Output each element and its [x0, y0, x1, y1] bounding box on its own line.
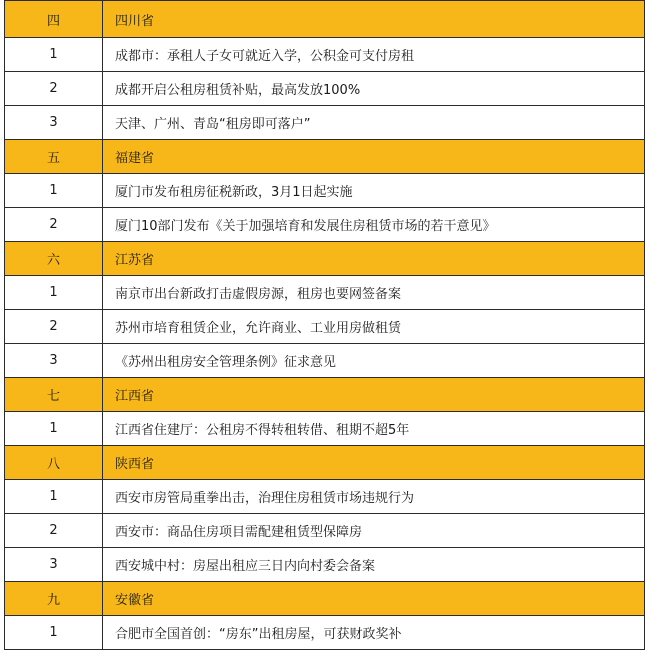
policy-text: 《苏州出租房安全管理条例》征求意见 [103, 344, 645, 378]
item-number: 2 [5, 208, 103, 242]
policy-text: 西安市房管局重拳出击，治理住房租赁市场违规行为 [103, 480, 645, 514]
section-number: 五 [5, 140, 103, 174]
item-number: 3 [5, 106, 103, 140]
section-number: 八 [5, 446, 103, 480]
policy-text: 厦门市发布租房征税新政，3月1日起实施 [103, 174, 645, 208]
policy-text: 成都开启公租房租赁补贴，最高发放100% [103, 72, 645, 106]
section-number: 四 [5, 1, 103, 38]
province-name: 福建省 [103, 140, 645, 174]
section-number: 六 [5, 242, 103, 276]
province-name: 江西省 [103, 378, 645, 412]
policy-row [5, 548, 645, 582]
province-header-row [5, 446, 645, 480]
policy-text: 厦门10部门发布《关于加强培育和发展住房租赁市场的若干意见》 [103, 208, 645, 242]
province-header-row [5, 582, 645, 616]
section-number: 九 [5, 582, 103, 616]
item-number: 1 [5, 38, 103, 72]
item-number: 3 [5, 548, 103, 582]
item-number: 2 [5, 72, 103, 106]
policy-row [5, 514, 645, 548]
policy-row [5, 480, 645, 514]
policy-row [5, 106, 645, 140]
policy-text: 西安城中村：房屋出租应三日内向村委会备案 [103, 548, 645, 582]
policy-row [5, 174, 645, 208]
policy-text: 苏州市培育租赁企业，允许商业、工业用房做租赁 [103, 310, 645, 344]
province-name: 江苏省 [103, 242, 645, 276]
province-name: 安徽省 [103, 582, 645, 616]
policy-text: 天津、广州、青岛“租房即可落户” [103, 106, 645, 140]
section-number: 七 [5, 378, 103, 412]
policy-text: 江西省住建厅：公租房不得转租转借、租期不超5年 [103, 412, 645, 446]
policy-table-body [5, 1, 645, 650]
province-header-row [5, 1, 645, 38]
item-number: 2 [5, 310, 103, 344]
policy-row [5, 72, 645, 106]
policy-table [4, 0, 645, 650]
province-header-row [5, 242, 645, 276]
policy-row [5, 616, 645, 650]
province-name: 陕西省 [103, 446, 645, 480]
policy-row [5, 208, 645, 242]
item-number: 1 [5, 174, 103, 208]
item-number: 1 [5, 480, 103, 514]
policy-row [5, 310, 645, 344]
policy-text: 西安市：商品住房项目需配建租赁型保障房 [103, 514, 645, 548]
policy-text: 合肥市全国首创：“房东”出租房屋，可获财政奖补 [103, 616, 645, 650]
policy-row [5, 276, 645, 310]
item-number: 3 [5, 344, 103, 378]
item-number: 1 [5, 412, 103, 446]
item-number: 2 [5, 514, 103, 548]
policy-row [5, 412, 645, 446]
province-header-row [5, 140, 645, 174]
policy-text: 南京市出台新政打击虚假房源，租房也要网签备案 [103, 276, 645, 310]
policy-row [5, 344, 645, 378]
province-header-row [5, 378, 645, 412]
item-number: 1 [5, 276, 103, 310]
item-number: 1 [5, 616, 103, 650]
policy-text: 成都市：承租人子女可就近入学，公积金可支付房租 [103, 38, 645, 72]
province-name: 四川省 [103, 1, 645, 38]
policy-row [5, 38, 645, 72]
